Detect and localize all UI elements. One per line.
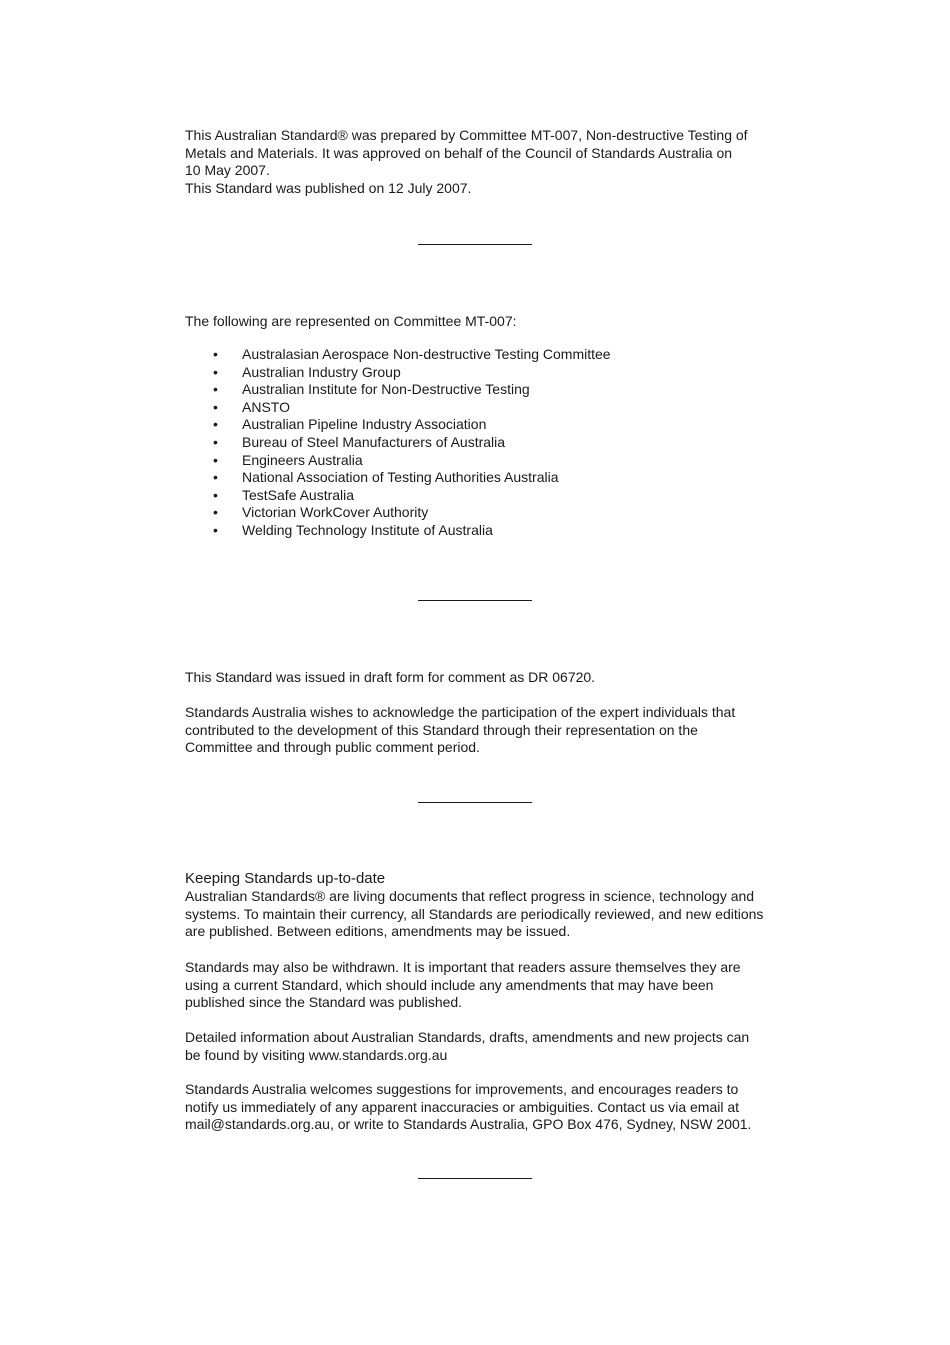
bullet-icon: • [213,504,218,521]
draft-section [185,669,770,687]
bullet-icon: • [213,433,218,450]
bullet-icon: • [213,398,218,415]
keeping-up-to-date-heading: Keeping Standards up-to-date [185,870,386,887]
list-item: • Welding Technology Institute of Australia [213,521,493,538]
committee-intro: The following are represented on Committee MT-007: [185,313,517,329]
committee-members-list-wrap [185,346,770,540]
list-item: • ANSTO [213,398,290,415]
preparation-line: 10 May 2007. [185,162,270,179]
withdrawn-paragraph: Standards may also be withdrawn. It is important that readers assure themselves they are using a current Standard, which should include any amendments that may have been published since the Standard was published. [185,959,741,1011]
list-item: • Bureau of Steel Manufacturers of Australia [213,433,506,450]
preparation-line: This Australian Standard® was prepared by Committee MT-007, Non-destructive Testing of [185,127,748,143]
list-item: • Australasian Aerospace Non-destructive Testing Committee [213,346,611,362]
committee-members-list [185,346,770,540]
list-item: • Australian Industry Group [213,363,401,380]
living-documents-paragraph: Australian Standards® are living documents that reflect progress in science, technology and systems. To maintain their currency, all Standards are periodically reviewed, and new editions are published. Between editions, amendments may be issued. [185,888,764,940]
bullet-icon: • [213,486,218,503]
draft-issued-text: This Standard was issued in draft form for comment as DR 06720. [185,669,596,685]
section-divider [418,244,532,245]
publication-date-line: This Standard was published on 12 July 2007. [185,179,472,196]
bullet-icon: • [213,451,218,468]
list-item: • Engineers Australia [213,451,363,468]
bullet-icon: • [213,469,218,486]
bullet-icon: • [213,346,218,362]
preparation-statement [185,127,770,197]
section-divider [418,1178,532,1179]
section-divider [418,600,532,601]
list-item: • TestSafe Australia [213,486,355,503]
bullet-icon: • [213,381,218,398]
list-item: • Australian Institute for Non-Destructive Testing [213,381,530,398]
committee-section [185,313,770,331]
list-item: • Victorian WorkCover Authority [213,504,429,521]
preparation-line: Metals and Materials. It was approved on behalf of the Council of Standards Australia on [185,144,733,161]
detailed-information-paragraph: Detailed information about Australian Standards, drafts, amendments and new projects can be found by visiting www.standards.org.au [185,1029,750,1063]
list-item: • National Association of Testing Authorities Australia [213,469,559,486]
section-divider [418,802,532,803]
list-item: • Australian Pipeline Industry Association [213,416,487,433]
acknowledgement-paragraph: Standards Australia wishes to acknowledge the participation of the expert individuals that contributed to the development of this Standard through their representation on the Committee and through public comment period. [185,704,736,756]
bullet-icon: • [213,416,218,433]
bullet-icon: • [213,521,218,538]
bullet-icon: • [213,363,218,380]
suggestions-paragraph: Standards Australia welcomes suggestions for improvements, and encourages readers to notify us immediately of any apparent inaccuracies or ambiguities. Contact us via email at mail@standards.org.au, or write to Standards Australia, GPO Box 476, Sydney, NSW 2001. [185,1081,752,1133]
